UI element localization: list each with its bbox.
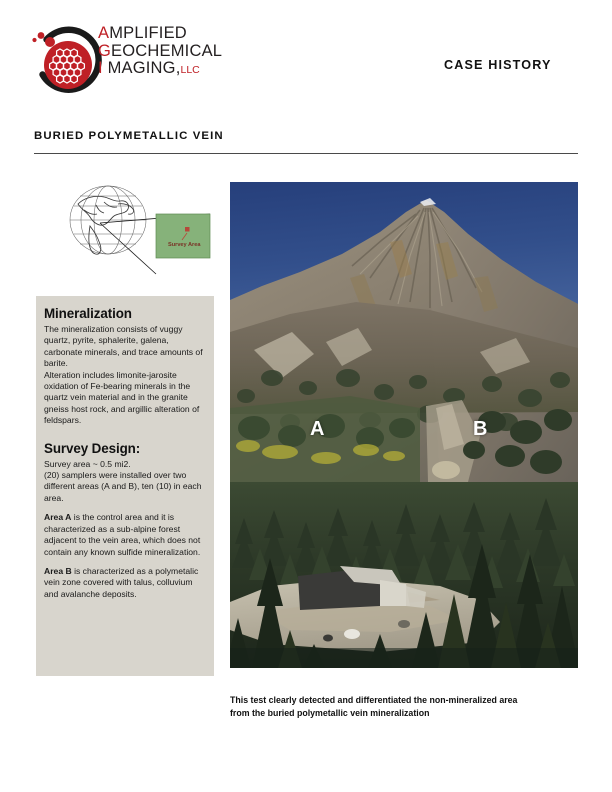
- logo-wordmark: [98, 25, 222, 80]
- survey-area-inset-label: Survey Area: [168, 242, 201, 248]
- locator-map-graphic: [60, 180, 220, 290]
- area-a-text: is the control area and it is characterized as a sub-alpine forest adjacent to the vein area, which does not contain any known sulfide mineralization.: [44, 512, 201, 557]
- mineralization-paragraph-1: The mineralization consists of vuggy quartz, pyrite, sphalerite, galena, carbonate minerals, and trace amounts of barite.: [44, 324, 203, 369]
- survey-design-paragraph-2: (20) samplers were installed over two different areas (A and B), ten (10) in each area.: [44, 470, 202, 503]
- mineralization-heading: Mineralization: [44, 306, 132, 321]
- survey-design-paragraph-1: Survey area ~ 0.5 mi2.: [44, 458, 131, 469]
- amplified-geochemical-imaging-logo-icon: [30, 26, 102, 98]
- area-b-label: Area B: [44, 565, 72, 576]
- logo-initial-i: I: [98, 59, 103, 77]
- area-a-paragraph: [44, 512, 205, 558]
- logo-line-1: [98, 25, 222, 43]
- logo-initial-a: A: [98, 24, 110, 42]
- mineralization-paragraph-2: Alteration includes limonite-jarosite oxidation of Fe-bearing minerals in the quartz vein material and in the granite gneiss host rock, and argillic alteration of feldspars.: [44, 369, 200, 426]
- logo-initial-g: G: [98, 41, 112, 60]
- photo-label-area-b: B: [473, 418, 488, 440]
- field-photograph: [230, 182, 578, 668]
- survey-design-heading: Survey Design:: [44, 440, 141, 456]
- caption-line-1: This test clearly detected and differentiated the non-mineralized area: [230, 695, 518, 705]
- case-history-label: CASE HISTORY: [444, 58, 552, 72]
- company-logo: [30, 24, 290, 98]
- logo-line-2: [98, 43, 222, 61]
- logo-word-amplified: MPLIFIED: [109, 24, 187, 42]
- logo-line-3: [98, 60, 222, 80]
- logo-word-imaging: MAGING,: [102, 59, 181, 77]
- area-a-label: Area A: [44, 512, 72, 523]
- area-b-text: is characterized as a polymetalic vein zone covered with talus, colluvium and avalanche deposits.: [44, 565, 199, 599]
- photo-caption: [230, 694, 582, 719]
- logo-word-llc: LLC: [180, 64, 200, 76]
- title-divider: [34, 153, 578, 154]
- logo-word-geochemical: EOCHEMICAL: [111, 41, 223, 60]
- area-b-paragraph: [44, 566, 205, 600]
- page-title: BURIED POLYMETALLIC VEIN: [34, 130, 224, 142]
- info-panel: [36, 296, 214, 676]
- caption-line-2: from the buried polymetallic vein mineralization: [230, 707, 430, 718]
- photo-label-area-a: A: [310, 418, 325, 440]
